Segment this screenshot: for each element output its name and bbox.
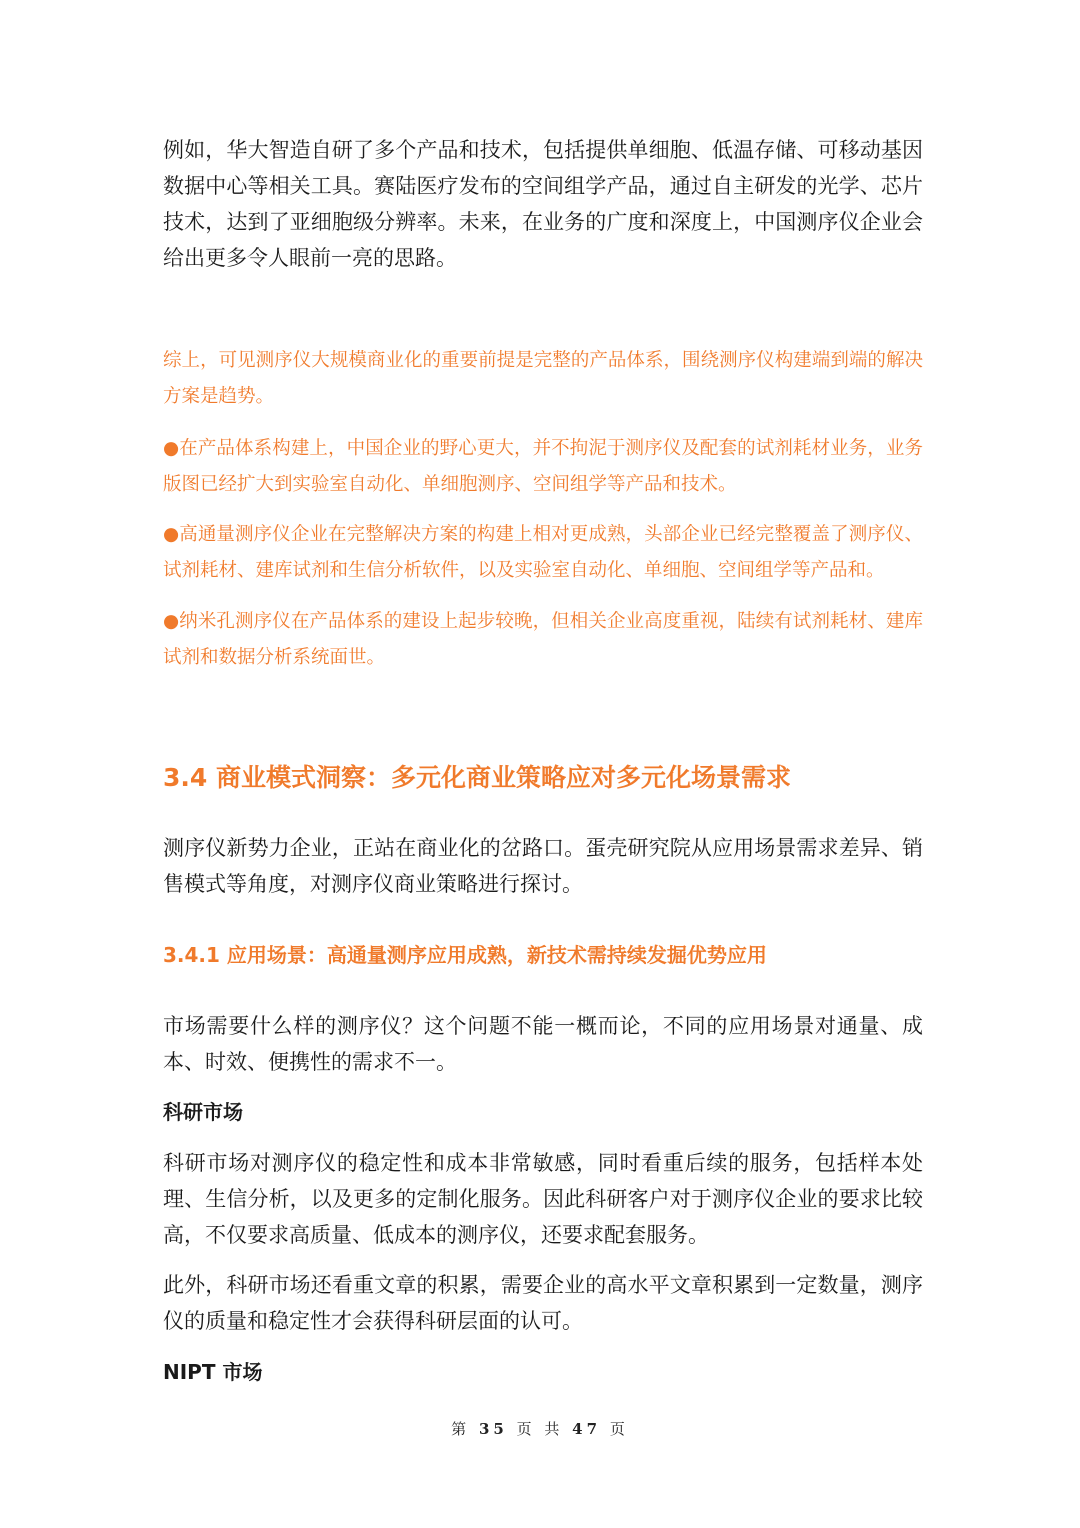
intro-paragraph: 例如，华大智造自研了多个产品和技术，包括提供单细胞、低温存储、可移动基因数据中心等相关工具。赛陆医疗发布的空间组学产品，通过自主研发的光学、芯片技术，达到了亚细胞级分辨率。未来，在业务的广度和深度上，中国测序仪企业会给出更多令人眼前一亮的思路。 — [163, 138, 923, 270]
footer-total-pages: 47 — [572, 1420, 602, 1438]
section-heading: 3.4 商业模式洞察：多元化商业策略应对多元化场景需求 — [163, 763, 791, 792]
summary-bullet: ●高通量测序仪企业在完整解决方案的构建上相对更成熟，头部企业已经完整覆盖了测序仪、试剂耗材、建库试剂和生信分析软件，以及实验室自动化、单细胞、空间组学等产品和。 — [163, 524, 923, 581]
section-intro-block — [163, 830, 923, 902]
footer-prefix: 第 — [451, 1420, 471, 1438]
research-market-para2-block — [163, 1267, 923, 1339]
intro-paragraph-block — [163, 132, 923, 276]
summary-bullet: ●纳米孔测序仪在产品体系的建设上起步较晚，但相关企业高度重视，陆续有试剂耗材、建库试剂和数据分析系统面世。 — [163, 611, 923, 668]
research-market-para1: 科研市场对测序仪的稳定性和成本非常敏感，同时看重后续的服务，包括样本处理、生信分析，以及更多的定制化服务。因此科研客户对于测序仪企业的要求比较高，不仅要求高质量、低成本的测序仪，还要求配套服务。 — [163, 1151, 923, 1247]
page-footer — [0, 1418, 1080, 1439]
footer-suffix: 页 — [609, 1420, 629, 1438]
research-market-para1-block — [163, 1145, 923, 1253]
research-market-title: 科研市场 — [163, 1100, 243, 1124]
nipt-title-block — [163, 1354, 923, 1390]
subsection-intro: 市场需要什么样的测序仪？这个问题不能一概而论，不同的应用场景对通量、成本、时效、便携性的需求不一。 — [163, 1014, 923, 1074]
nipt-market-title: NIPT 市场 — [163, 1360, 263, 1384]
footer-page-number: 35 — [478, 1420, 508, 1438]
subsection-heading: 3.4.1 应用场景：高通量测序应用成熟，新技术需持续发掘优势应用 — [163, 943, 767, 967]
summary-block — [163, 343, 923, 415]
research-market-title-block — [163, 1094, 923, 1130]
research-market-para2: 此外，科研市场还看重文章的积累，需要企业的高水平文章积累到一定数量，测序仪的质量和稳定性才会获得科研层面的认可。 — [163, 1273, 923, 1333]
summary-bullet-1-block — [163, 431, 923, 503]
summary-lead: 综上，可见测序仪大规模商业化的重要前提是完整的产品体系，围绕测序仪构建端到端的解决方案是趋势。 — [163, 350, 923, 407]
subsection-intro-block — [163, 1008, 923, 1080]
summary-bullet-3-block — [163, 604, 923, 676]
summary-bullet-2-block — [163, 517, 923, 589]
section-intro: 测序仪新势力企业，正站在商业化的岔路口。蛋壳研究院从应用场景需求差异、销售模式等角度，对测序仪商业策略进行探讨。 — [163, 836, 923, 896]
footer-middle: 页 共 — [516, 1420, 564, 1438]
summary-bullet: ●在产品体系构建上，中国企业的野心更大，并不拘泥于测序仪及配套的试剂耗材业务，业务版图已经扩大到实验室自动化、单细胞测序、空间组学等产品和技术。 — [163, 438, 923, 495]
